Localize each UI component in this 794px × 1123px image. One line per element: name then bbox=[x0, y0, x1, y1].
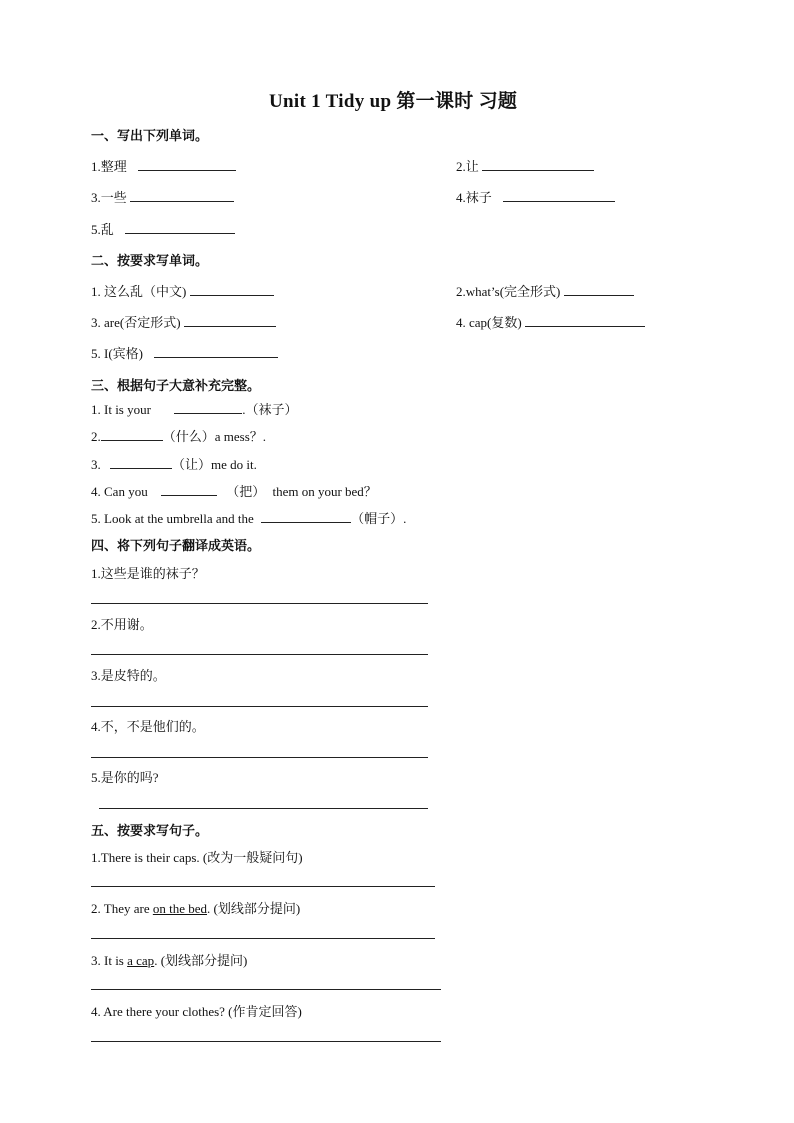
s2-item-2-blank[interactable] bbox=[564, 283, 634, 296]
s1-item-5 bbox=[91, 219, 235, 238]
s2-item-2-label: 2.what’s(完全形式) bbox=[456, 284, 561, 299]
section-2-heading: 二、按要求写单词。 bbox=[91, 254, 209, 269]
s3-sentence-4 bbox=[91, 481, 377, 500]
s1-item-1 bbox=[91, 156, 236, 175]
section-3-heading: 三、根据句子大意补充完整。 bbox=[91, 379, 261, 394]
s4-item-2: 2.不用谢。 bbox=[91, 617, 153, 632]
s4-answer-line-1[interactable] bbox=[91, 603, 428, 604]
s2-item-5-label: 5. I(宾格) bbox=[91, 346, 143, 361]
s1-item-4 bbox=[456, 187, 615, 206]
s2-item-1 bbox=[91, 281, 274, 300]
s3-2-blank[interactable] bbox=[101, 428, 163, 441]
s3-5-text-b: （帽子）. bbox=[351, 511, 407, 526]
s1-item-3-blank[interactable] bbox=[130, 189, 234, 202]
s3-sentence-5 bbox=[91, 508, 406, 527]
s3-2-text-a: 2. bbox=[91, 429, 101, 444]
section-5-heading: 五、按要求写句子。 bbox=[91, 824, 209, 839]
s3-3-text-b: （让）me do it. bbox=[172, 457, 257, 472]
s4-answer-line-3[interactable] bbox=[91, 706, 428, 707]
s2-item-1-label: 1. 这么乱（中文) bbox=[91, 284, 187, 299]
s1-item-1-label: 1.整理 bbox=[91, 159, 127, 174]
s2-item-4-blank[interactable] bbox=[525, 314, 645, 327]
s5-2-underlined: on the bed bbox=[152, 901, 208, 916]
s4-item-1: 1.这些是谁的袜子？ bbox=[91, 566, 205, 581]
s5-3-post: . (划线部分提问) bbox=[154, 953, 248, 968]
s2-item-3-label: 3. are(否定形式) bbox=[91, 315, 181, 330]
s5-question-4: 4. Are there your clothes? (作肯定回答) bbox=[91, 1004, 302, 1019]
s5-2-pre: 2. They are bbox=[91, 901, 153, 916]
s5-3-underlined: a cap bbox=[127, 953, 155, 968]
s5-2-post: . (划线部分提问) bbox=[207, 901, 301, 916]
s2-item-5 bbox=[91, 343, 278, 362]
s1-item-3-label: 3.一些 bbox=[91, 190, 127, 205]
s3-1-text-b: .（袜子） bbox=[242, 402, 298, 417]
s3-4-text-a: 4. Can you bbox=[91, 484, 148, 499]
section-4-heading: 四、将下列句子翻译成英语。 bbox=[91, 539, 261, 554]
s1-item-2-label: 2.让 bbox=[456, 159, 479, 174]
s5-answer-line-1[interactable] bbox=[91, 886, 435, 887]
s5-answer-line-4[interactable] bbox=[91, 1041, 441, 1042]
s2-item-3 bbox=[91, 312, 276, 331]
s4-item-3: 3.是皮特的。 bbox=[91, 668, 166, 683]
s2-item-1-blank[interactable] bbox=[190, 283, 274, 296]
s2-item-2 bbox=[456, 281, 634, 300]
s5-question-3 bbox=[91, 950, 247, 969]
s4-item-4: 4.不，不是他们的。 bbox=[91, 719, 205, 734]
s3-5-blank[interactable] bbox=[261, 510, 351, 523]
s5-question-2 bbox=[91, 898, 300, 917]
page-title: Unit 1 Tidy up 第一课时 习题 bbox=[269, 91, 518, 112]
section-1-heading: 一、写出下列单词。 bbox=[91, 129, 209, 144]
s3-sentence-3 bbox=[91, 454, 257, 473]
s1-item-2-blank[interactable] bbox=[482, 158, 594, 171]
s4-answer-line-4[interactable] bbox=[91, 757, 428, 758]
s1-item-4-label: 4.袜子 bbox=[456, 190, 492, 205]
s2-item-4 bbox=[456, 312, 645, 331]
s1-item-4-blank[interactable] bbox=[503, 189, 615, 202]
s3-4-blank[interactable] bbox=[161, 483, 217, 496]
s3-4-text-c: them on your bed？ bbox=[272, 484, 377, 499]
s3-sentence-1 bbox=[91, 399, 297, 418]
s4-answer-line-2[interactable] bbox=[91, 654, 428, 655]
s3-1-blank[interactable] bbox=[174, 401, 242, 414]
s3-sentence-2 bbox=[91, 426, 266, 445]
s5-answer-line-3[interactable] bbox=[91, 989, 441, 990]
s1-item-1-blank[interactable] bbox=[138, 158, 236, 171]
s5-3-pre: 3. It is bbox=[91, 953, 128, 968]
s2-item-5-blank[interactable] bbox=[154, 345, 278, 358]
s1-item-3 bbox=[91, 187, 234, 206]
s3-5-text-a: 5. Look at the umbrella and the bbox=[91, 511, 254, 526]
s3-3-text-a: 3. bbox=[91, 457, 101, 472]
s2-item-3-blank[interactable] bbox=[184, 314, 276, 327]
s5-question-1: 1.There is their caps. (改为一般疑问句) bbox=[91, 850, 303, 865]
s2-item-4-label: 4. cap(复数) bbox=[456, 315, 522, 330]
s3-3-blank[interactable] bbox=[110, 456, 172, 469]
s4-answer-line-5[interactable] bbox=[99, 808, 428, 809]
s1-item-2 bbox=[456, 156, 594, 175]
s4-item-5: 5.是你的吗? bbox=[91, 770, 159, 785]
s1-item-5-label: 5.乱 bbox=[91, 222, 114, 237]
s3-4-text-b: （把） bbox=[226, 484, 266, 499]
s1-item-5-blank[interactable] bbox=[125, 221, 235, 234]
s3-2-text-b: （什么）a mess？. bbox=[162, 429, 267, 444]
s5-answer-line-2[interactable] bbox=[91, 938, 435, 939]
s3-1-text-a: 1. It is your bbox=[91, 402, 151, 417]
